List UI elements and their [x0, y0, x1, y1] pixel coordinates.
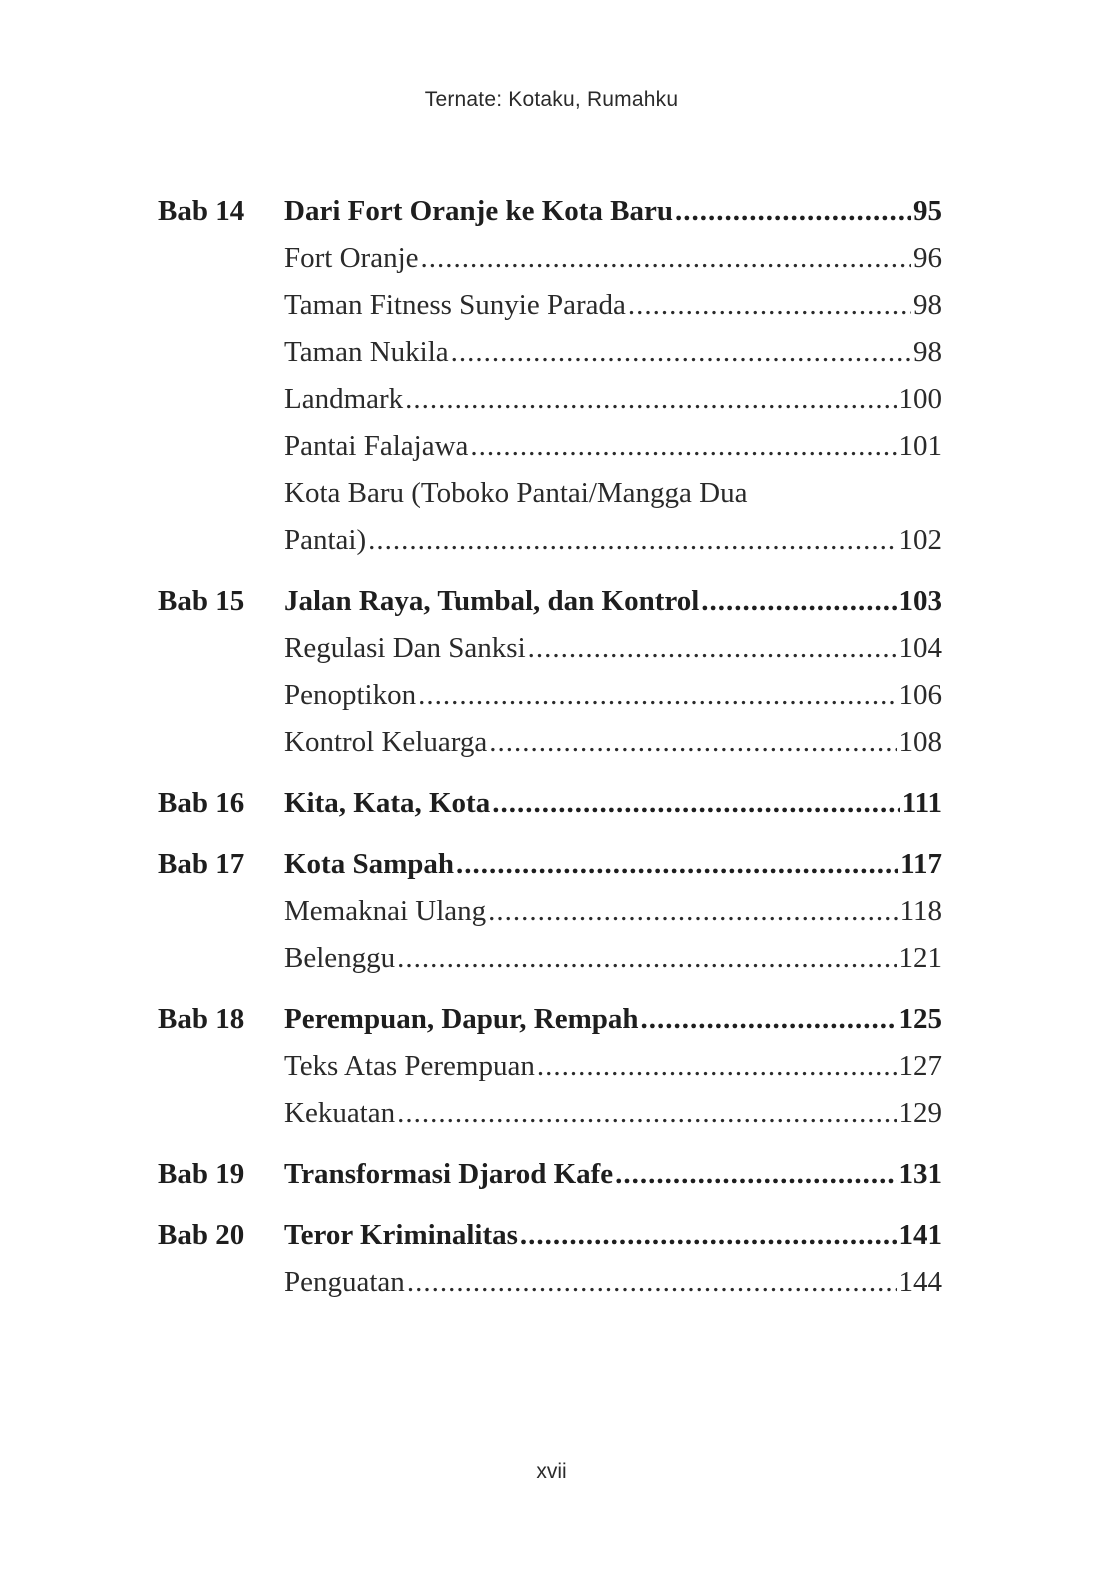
toc-chapter-19 — [158, 1151, 942, 1198]
section-page: 118 — [899, 895, 942, 927]
section-title: Regulasi Dan Sanksi — [284, 632, 526, 664]
leader-dots — [492, 780, 899, 827]
section-page: 96 — [913, 242, 942, 274]
section-page: 101 — [898, 430, 942, 462]
chapter-number: Bab 14 — [158, 195, 245, 227]
toc-chapter-14 — [158, 188, 942, 564]
toc-sub-row[interactable] — [158, 1043, 942, 1090]
section-page: 144 — [898, 1266, 942, 1298]
toc-sub-row[interactable] — [158, 282, 942, 329]
section-page: 98 — [913, 289, 942, 321]
toc-chapter-row[interactable] — [158, 578, 942, 625]
chapter-page: 95 — [913, 195, 942, 227]
toc-sub-row[interactable] — [158, 235, 942, 282]
chapter-title: Kota Sampah — [284, 848, 455, 880]
leader-dots — [489, 719, 896, 766]
leader-dots — [451, 329, 911, 376]
leader-dots — [528, 625, 897, 672]
toc-sub-row[interactable] — [158, 423, 942, 470]
section-title: Penoptikon — [284, 679, 417, 711]
leader-dots — [418, 672, 896, 719]
chapter-number: Bab 20 — [158, 1219, 245, 1251]
toc-sub-row[interactable] — [158, 517, 942, 564]
section-title: Kontrol Keluarga — [284, 726, 488, 758]
chapter-title: Kita, Kata, Kota — [284, 787, 491, 819]
section-page: 121 — [898, 942, 942, 974]
leader-dots — [456, 841, 898, 888]
leader-dots — [488, 888, 897, 935]
section-title: Belenggu — [284, 942, 396, 974]
leader-dots — [470, 423, 896, 470]
chapter-number: Bab 17 — [158, 848, 245, 880]
section-page: 102 — [898, 524, 942, 556]
section-title: Pantai Falajawa — [284, 430, 469, 462]
page-number: xvii — [536, 1460, 567, 1483]
toc-sub-row[interactable] — [158, 376, 942, 423]
leader-dots — [537, 1043, 897, 1090]
leader-dots — [701, 578, 896, 625]
toc-chapter-row[interactable] — [158, 996, 942, 1043]
leader-dots — [641, 996, 897, 1043]
chapter-number: Bab 16 — [158, 787, 245, 819]
section-title: Taman Fitness Sunyie Parada — [284, 289, 626, 321]
chapter-page: 141 — [898, 1219, 942, 1251]
chapter-title: Perempuan, Dapur, Rempah — [284, 1003, 639, 1035]
section-title: Landmark — [284, 383, 404, 415]
toc-chapter-15 — [158, 578, 942, 766]
chapter-number: Bab 15 — [158, 585, 245, 617]
section-page: 108 — [898, 726, 942, 758]
chapter-title: Jalan Raya, Tumbal, dan Kontrol — [284, 585, 700, 617]
toc-chapter-row[interactable] — [158, 188, 942, 235]
toc-sub-row[interactable] — [158, 935, 942, 982]
section-title-line-2: Pantai) — [284, 524, 367, 556]
section-title: Teks Atas Perempuan — [284, 1050, 535, 1082]
toc-sub-row[interactable] — [158, 719, 942, 766]
toc-sub-row[interactable] — [158, 329, 942, 376]
leader-dots — [675, 188, 911, 235]
toc-chapter-row[interactable] — [158, 841, 942, 888]
chapter-page: 111 — [901, 787, 942, 819]
section-page: 127 — [898, 1050, 942, 1082]
chapter-page: 103 — [898, 585, 942, 617]
toc-sub-row[interactable] — [158, 672, 942, 719]
toc-sub-row[interactable] — [158, 1090, 942, 1137]
leader-dots — [397, 1090, 896, 1137]
section-page: 106 — [898, 679, 942, 711]
table-of-contents — [158, 188, 942, 1320]
section-title: Penguatan — [284, 1266, 405, 1298]
section-title: Memaknai Ulang — [284, 895, 487, 927]
leader-dots — [615, 1151, 896, 1198]
chapter-number: Bab 18 — [158, 1003, 245, 1035]
leader-dots — [421, 235, 912, 282]
chapter-number: Bab 19 — [158, 1158, 245, 1190]
toc-chapter-row[interactable] — [158, 1151, 942, 1198]
leader-dots — [368, 517, 896, 564]
chapter-page: 117 — [900, 848, 942, 880]
chapter-page: 125 — [898, 1003, 942, 1035]
toc-chapter-20 — [158, 1212, 942, 1306]
section-page: 129 — [898, 1097, 942, 1129]
leader-dots — [628, 282, 911, 329]
chapter-page: 131 — [898, 1158, 942, 1190]
leader-dots — [397, 935, 896, 982]
section-title: Taman Nukila — [284, 336, 449, 368]
leader-dots — [405, 376, 896, 423]
toc-chapter-16 — [158, 780, 942, 827]
section-page: 104 — [898, 632, 942, 664]
toc-chapter-18 — [158, 996, 942, 1137]
toc-chapter-row[interactable] — [158, 1212, 942, 1259]
running-head: Ternate: Kotaku, Rumahku — [424, 88, 679, 111]
leader-dots — [520, 1212, 897, 1259]
toc-sub-row[interactable] — [158, 1259, 942, 1306]
section-page: 98 — [913, 336, 942, 368]
toc-sub-row[interactable] — [158, 888, 942, 935]
section-page: 100 — [898, 383, 942, 415]
toc-sub-row[interactable] — [158, 625, 942, 672]
chapter-title: Dari Fort Oranje ke Kota Baru — [284, 195, 674, 227]
leader-dots — [407, 1259, 897, 1306]
toc-chapter-row[interactable] — [158, 780, 942, 827]
section-title-line-1[interactable]: Kota Baru (Toboko Pantai/Mangga Dua — [284, 477, 748, 509]
section-title: Kekuatan — [284, 1097, 396, 1129]
chapter-title: Teror Kriminalitas — [284, 1219, 518, 1251]
section-title: Fort Oranje — [284, 242, 419, 274]
chapter-title: Transformasi Djarod Kafe — [284, 1158, 614, 1190]
toc-chapter-17 — [158, 841, 942, 982]
